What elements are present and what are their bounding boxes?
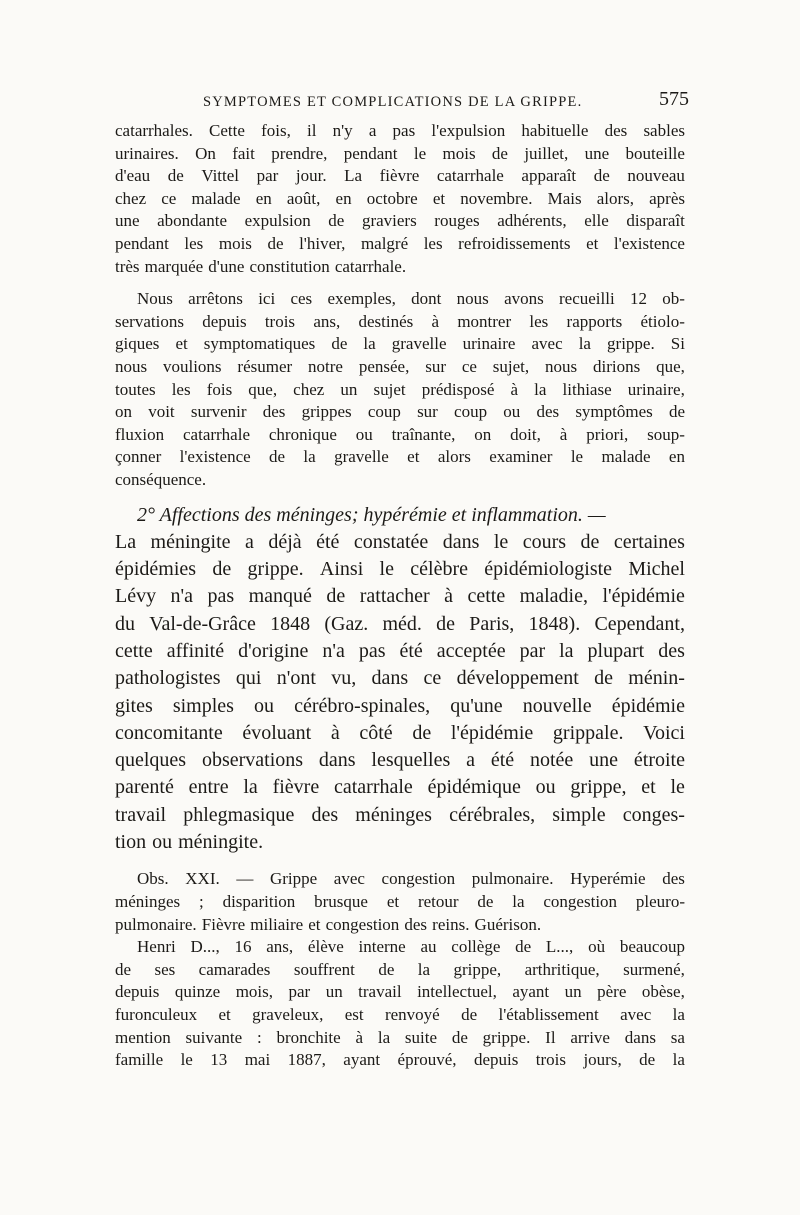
text-line: mention suivante : bronchite à la suite de grippe. Il arrive dans sa — [115, 1027, 685, 1047]
text-line: pathologistes qui n'ont vu, dans ce développement de ménin- — [115, 667, 685, 690]
text-line: on voit survenir des grippes coup sur coup ou des symptômes de — [115, 402, 685, 422]
text-line: pulmonaire. Fièvre miliaire et congestion des reins. Guérison. — [115, 914, 542, 934]
text-line: Obs. XXI. — Grippe avec congestion pulmonaire. Hyperémie des — [137, 869, 685, 889]
text-line: Lévy n'a pas manqué de rattacher à cette maladie, l'épidémie — [115, 585, 685, 608]
observation — [115, 868, 685, 1071]
text-line: çonner l'existence de la gravelle et alors examiner le malade en — [115, 447, 685, 467]
text-line: cette affinité d'origine n'a pas été acceptée par la plupart des — [115, 639, 685, 662]
text-line: Henri D..., 16 ans, élève interne au collège de L..., où beaucoup — [137, 937, 685, 957]
text-line: conséquence. — [115, 469, 207, 489]
text-line: catarrhales. Cette fois, il n'y a pas l'expulsion habituelle des sables — [115, 121, 685, 140]
text-line: La méningite a déjà été constatée dans le cours de certaines — [115, 530, 685, 553]
text-line: travail phlegmasique des méninges cérébrales, simple conges- — [115, 803, 685, 826]
text-line: Nous arrêtons ici ces exemples, dont nous avons recueilli 12 ob- — [137, 289, 685, 309]
text-line: urinaires. On fait prendre, pendant le mois de juillet, une bouteille — [115, 143, 685, 163]
running-title: SYMPTOMES ET COMPLICATIONS DE LA GRIPPE. — [203, 94, 583, 110]
section-heading-text: 2° Affections des méninges; hypérémie et inflammation. — — [137, 503, 606, 526]
text-line: servations depuis trois ans, destinés à montrer les rapports étiolo- — [115, 311, 685, 331]
paragraph-summary — [115, 288, 685, 491]
text-line: toutes les fois que, chez un sujet prédisposé à la lithiase urinaire, — [115, 379, 685, 399]
text-line: du Val-de-Grâce 1848 (Gaz. méd. de Paris, 1848). Cependant, — [115, 612, 685, 635]
section-text — [115, 529, 685, 857]
text-line: furonculeux et graveleux, est renvoyé de l'établissement avec la — [115, 1004, 685, 1024]
text-line: d'eau de Vittel par jour. La fièvre catarrhale apparaît de nouveau — [115, 166, 685, 186]
text-line: concomitante évoluant à côté de l'épidémie grippale. Voici — [115, 721, 685, 744]
text-line: tion ou méningite. — [115, 831, 264, 854]
text-line: famille le 13 mai 1887, ayant éprouvé, depuis trois jours, de la — [115, 1050, 685, 1070]
text-line: de ses camarades souffrent de la grippe, arthritique, surmené, — [115, 959, 685, 979]
text-line: parenté entre la fièvre catarrhale épidémique ou grippe, et le — [115, 776, 685, 799]
section-heading — [115, 502, 685, 529]
observation-title — [115, 868, 685, 936]
text-line: épidémies de grippe. Ainsi le célèbre épidémiologiste Michel — [115, 558, 685, 581]
text-line: une abondante expulsion de graviers rouges adhérents, elle disparaît — [115, 211, 685, 231]
text-line: fluxion catarrhale chronique ou traînante, on doit, à priori, soup- — [115, 424, 685, 444]
running-head — [115, 88, 689, 120]
text-line: très marquée d'une constitution catarrhale. — [115, 256, 407, 276]
text-line: méninges ; disparition brusque et retour de la congestion pleuro- — [115, 891, 685, 911]
text-line: gites simples ou cérébro-spinales, qu'une nouvelle épidémie — [115, 694, 685, 717]
text-line: depuis quinze mois, par un travail intellectuel, ayant un père obèse, — [115, 982, 685, 1002]
text-line: pendant les mois de l'hiver, malgré les refroidissements et l'existence — [115, 233, 685, 253]
text-line: giques et symptomatiques de la gravelle urinaire avec la grippe. Si — [115, 334, 685, 354]
section-meninges — [115, 502, 685, 857]
text-line: nous voulions résumer notre pensée, sur ce sujet, nous dirions que, — [115, 356, 685, 376]
paragraph-gravel-case — [115, 120, 685, 278]
page-number: 575 — [659, 88, 689, 110]
book-page — [115, 88, 689, 1072]
text-line: chez ce malade en août, en octobre et novembre. Mais alors, après — [115, 188, 685, 208]
observation-text — [115, 936, 685, 1072]
text-line: quelques observations dans lesquelles a été notée une étroite — [115, 749, 685, 772]
